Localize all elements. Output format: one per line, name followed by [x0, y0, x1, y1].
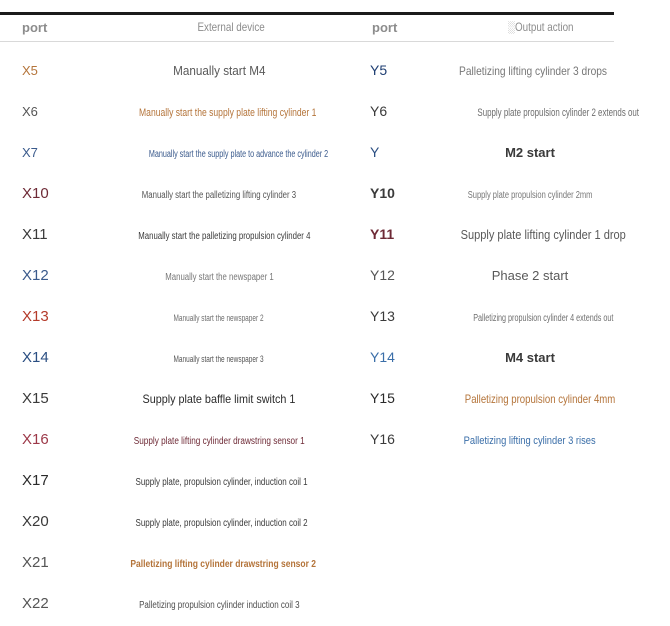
output-port: Y13: [370, 308, 395, 324]
header-output-label: Output action: [514, 20, 574, 34]
table-top-rule: [0, 12, 614, 15]
output-action: [446, 91, 640, 134]
external-device-text: Manually start the palletizing propulsion cylinder 4: [138, 231, 311, 242]
external-device-text: Manually start the supply plate to advance the cylinder 2: [148, 149, 329, 160]
input-port: X21: [22, 554, 49, 571]
output-port: Y: [370, 144, 380, 160]
table-row: [0, 132, 630, 173]
output-action: [446, 378, 614, 420]
output-action: [446, 255, 614, 296]
external-device-text: Supply plate baffle limit switch 1: [142, 392, 296, 406]
output-action-text: Palletizing lifting cylinder 3 rises: [463, 435, 596, 447]
external-device-text: Supply plate lifting cylinder drawstring sensor 1: [133, 436, 305, 447]
header-output-action: [508, 20, 574, 34]
output-port: Y14: [370, 349, 395, 365]
external-device-text: Manually start M4: [172, 63, 266, 78]
output-action: [446, 173, 614, 216]
output-port: Y15: [370, 390, 395, 406]
table-row: [0, 91, 640, 132]
table-row: [0, 419, 630, 460]
external-device-text: Manually start the newspaper 2: [173, 313, 265, 323]
table-row: [0, 501, 630, 542]
output-port: Y12: [370, 267, 395, 283]
external-device: [114, 337, 324, 380]
header-rule: [0, 41, 614, 42]
external-device-text: Manually start the newspaper 3: [173, 354, 265, 364]
table-row: [0, 460, 630, 501]
input-port: X20: [22, 513, 49, 530]
output-action: [446, 419, 614, 462]
input-port: X12: [22, 267, 49, 284]
external-device: [114, 132, 329, 175]
input-port: X7: [22, 145, 38, 160]
table-row: [0, 50, 630, 91]
output-action-text: M4 start: [505, 350, 555, 365]
external-device-text: Manually start the palletizing lifting cylinder 3: [141, 190, 297, 201]
external-device: [114, 50, 324, 91]
external-device-text: Palletizing lifting cylinder drawstring sensor 2: [130, 559, 317, 570]
output-action-text: Palletizing lifting cylinder 3 drops: [459, 64, 608, 78]
output-action: [446, 296, 614, 339]
output-port: Y5: [370, 62, 388, 78]
external-device-text: Manually start the newspaper 1: [164, 272, 274, 283]
output-action: [446, 214, 626, 255]
external-device: [114, 173, 324, 216]
table-row: [0, 255, 630, 296]
header-port-left: port: [22, 20, 48, 35]
output-port: Y10: [370, 185, 395, 201]
external-device: [114, 419, 324, 462]
header-port-right: port: [372, 20, 398, 35]
header-external-device: External device: [197, 20, 265, 34]
output-action: [446, 337, 614, 378]
output-action-text: Phase 2 start: [491, 268, 569, 283]
input-port: X10: [22, 185, 49, 202]
table-row: [0, 583, 630, 624]
external-device: [114, 255, 324, 298]
output-port: Y6: [370, 103, 388, 119]
output-action: [446, 132, 614, 173]
external-device: [114, 460, 324, 503]
input-port: X22: [22, 595, 49, 612]
external-device-text: Supply plate, propulsion cylinder, induction coil 2: [135, 518, 308, 529]
output-action-text: Supply plate lifting cylinder 1 drop: [460, 227, 626, 242]
input-port: X15: [22, 390, 49, 407]
input-port: X5: [22, 63, 38, 78]
external-device: [114, 378, 324, 420]
external-device-text: Manually start the supply plate lifting cylinder 1: [139, 107, 317, 119]
output-action: [446, 50, 614, 92]
input-port: X16: [22, 431, 49, 448]
output-action-text: Palletizing propulsion cylinder 4 extends out: [473, 313, 614, 324]
external-device: [114, 214, 324, 257]
header-output-mark: ░: [508, 20, 515, 34]
table-row: [0, 296, 630, 337]
external-device: [114, 501, 324, 544]
input-port: X13: [22, 308, 49, 325]
input-port: X6: [22, 104, 38, 119]
output-action-text: Supply plate propulsion cylinder 2 extends out: [477, 107, 640, 119]
external-device-text: Supply plate, propulsion cylinder, induction coil 1: [135, 477, 308, 488]
table-row: [0, 214, 630, 255]
output-action-text: M2 start: [505, 145, 555, 160]
input-port: X14: [22, 349, 49, 366]
input-port: X11: [22, 226, 48, 243]
input-port: X17: [22, 472, 49, 489]
output-port: Y11: [370, 226, 395, 242]
output-port: Y16: [370, 431, 395, 447]
table-row: [0, 378, 630, 419]
table-row: [0, 542, 630, 583]
external-device: [114, 91, 324, 134]
external-device-text: Palletizing propulsion cylinder induction coil 3: [138, 600, 300, 611]
external-device: [114, 583, 324, 626]
output-action-text: Palletizing propulsion cylinder 4mm: [464, 392, 616, 406]
external-device: [114, 542, 324, 585]
output-action-text: Supply plate propulsion cylinder 2mm: [467, 190, 593, 201]
table-row: [0, 337, 630, 378]
table-row: [0, 173, 630, 214]
external-device: [114, 296, 324, 339]
